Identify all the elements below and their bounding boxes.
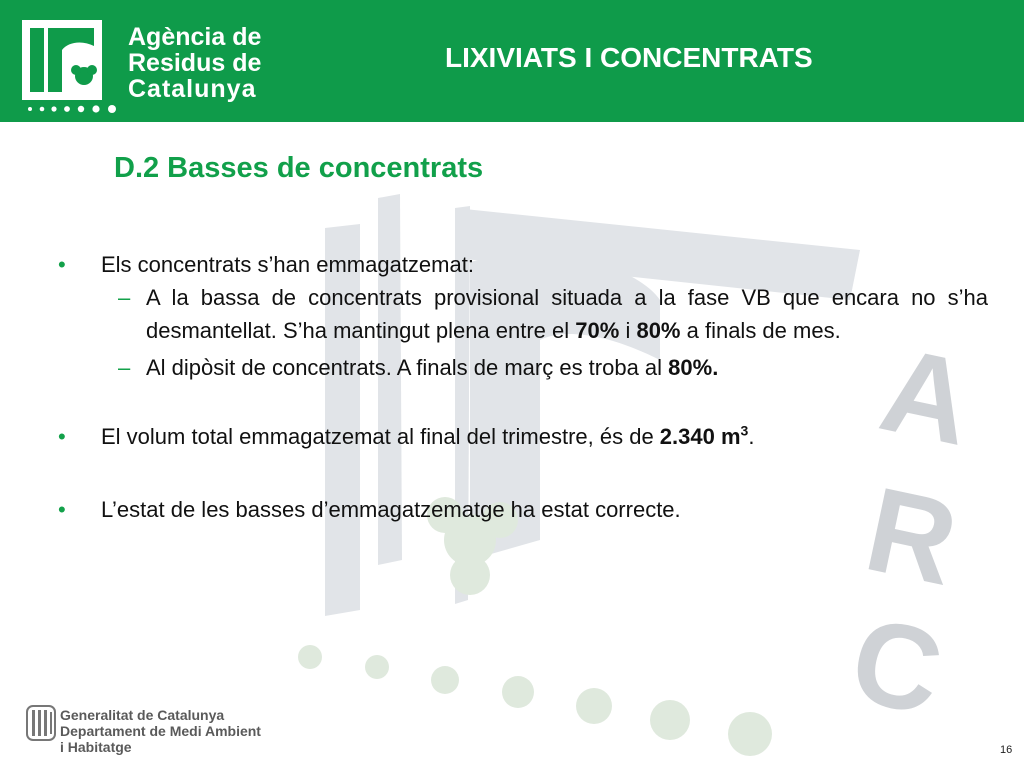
- percent-value: 80%: [636, 318, 681, 343]
- bullet-text: .: [748, 424, 755, 449]
- header-bar: [0, 0, 1024, 122]
- arc-logo-icon: [22, 20, 102, 100]
- bullet-dot-icon: •: [58, 424, 66, 449]
- bullet-item: [58, 493, 988, 526]
- watermark-letter-c: C: [840, 591, 954, 741]
- sub-bullet-text: A la bassa de concentrats provisional situada a la fase VB que encara no s’ha desmantellat. S’ha mantingut plena entre el: [146, 285, 988, 343]
- agency-line-3: Catalunya: [128, 75, 257, 103]
- percent-value: 80%.: [668, 355, 719, 380]
- watermark-letter-r: R: [855, 461, 969, 611]
- sub-bullet-text: a finals de mes.: [680, 318, 841, 343]
- sub-bullet-text: Al dipòsit de concentrats. A finals de març es troba al: [146, 355, 669, 380]
- bullet-text: L’estat de les basses d’emmagatzematge ha estat correcte.: [101, 497, 681, 522]
- agency-name: [128, 24, 261, 102]
- percent-value: 70%: [575, 318, 620, 343]
- bullet-text: El volum total emmagatzemat al final del trimestre, és de: [101, 424, 660, 449]
- bullet-dot-icon: •: [58, 497, 66, 522]
- footer-line-2: Departament de Medi Ambient: [60, 723, 261, 739]
- bullet-item: [58, 420, 988, 453]
- footer-line-1: Generalitat de Catalunya: [60, 707, 225, 723]
- generalitat-logo-icon: [26, 705, 56, 741]
- bullet-item: [58, 248, 988, 281]
- dash-icon: –: [118, 355, 131, 380]
- sub-bullet-text: i: [619, 318, 637, 343]
- watermark-letter-a: A: [870, 321, 984, 471]
- agency-line-2: Residus de: [128, 49, 262, 77]
- slide-content: [58, 248, 988, 526]
- dash-icon: –: [118, 285, 131, 310]
- footer-institution: [60, 707, 261, 755]
- section-subtitle: D.2 Basses de concentrats: [114, 152, 484, 184]
- slide-title: LIXIVIATS I CONCENTRATS: [445, 42, 813, 73]
- sub-bullet-item: [58, 281, 988, 347]
- bullet-dot-icon: •: [58, 252, 66, 277]
- page-number: 16: [1000, 744, 1013, 756]
- footer-line-3: i Habitatge: [60, 739, 132, 755]
- volume-unit-exponent: 3: [740, 422, 749, 439]
- bullet-text: Els concentrats s’han emmagatzemat:: [101, 252, 474, 277]
- agency-line-1: Agència de: [128, 23, 262, 51]
- volume-value: 2.340 m: [659, 424, 741, 449]
- logo-dots-icon: [26, 104, 126, 114]
- sub-bullet-item: [58, 351, 988, 384]
